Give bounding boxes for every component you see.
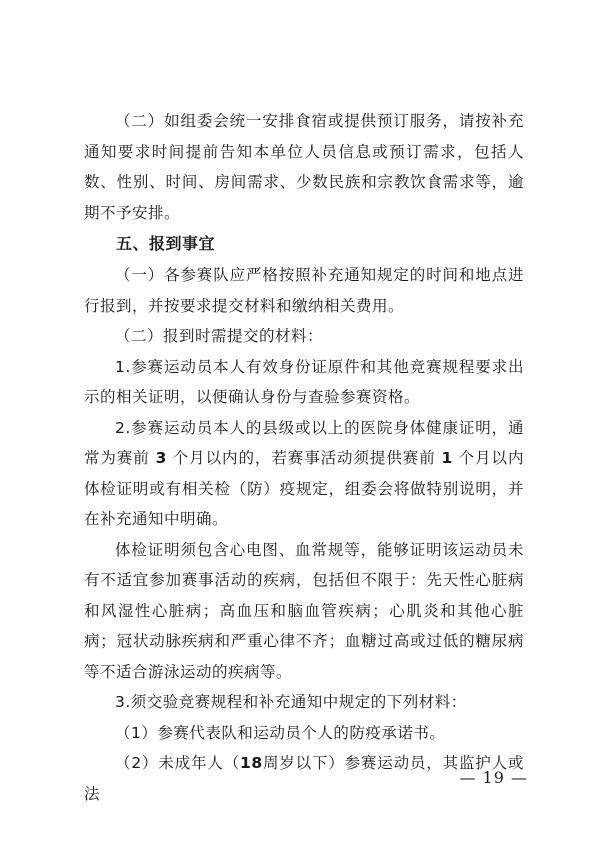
minor-text-1: （2）未成年人（ [115,754,241,772]
document-body [84,106,524,809]
health-cert-number-1: 1 [441,449,453,467]
paragraph-materials-intro: （二）报到时需提交的材料： [115,327,324,345]
health-cert-number-3: 3 [155,449,167,467]
paragraph-minor-athletes [84,748,524,809]
health-cert-text-1: 2.参赛运动员本人的县级或以上的医院身体健康证明，通常为赛前 [84,418,524,467]
health-cert-text-3: 个月以内体检证明或有相关检（防）疫规定，组委会将做特别说明，并在补充通知中明确。 [84,449,524,528]
minor-age-number: 18 [240,754,263,772]
section-heading-registration: 五、报到事宜 [116,234,216,253]
minor-text-2: 周岁以下）参赛运动员，其监护人或法 [84,754,524,803]
paragraph-required-materials: 3.须交验竞赛规程和补充通知中规定的下列材料： [115,693,467,711]
paragraph-medical-exam: 体检证明须包含心电图、血常规等，能够证明该运动员未有不适宜参加赛事活动的疾病，包括但不限于：先天性心脏病和风湿性心脏病；高血压和脑血管疾病；心肌炎和其他心脏病；冠状动脉疾病和严重心律不齐；血糖过高或过低的糖尿病等不适合游泳运动的疾病等。 [84,540,524,681]
paragraph-id-card: 1.参赛运动员本人有效身份证原件和其他竞赛规程要求出示的相关证明，以便确认身份与查验参赛资格。 [84,357,524,406]
health-cert-text-2: 个月以内的，若赛事活动须提供赛前 [172,449,436,467]
paragraph-health-certificate [84,413,524,535]
paragraph-accommodation: （二）如组委会统一安排食宿或提供预订服务，请按补充通知要求时间提前告知本单位人员信息或预订需求，包括人数、性别、时间、房间需求、少数民族和宗教饮食需求等，逾期不予安排。 [84,112,524,222]
paragraph-epidemic-pledge: （1）参赛代表队和运动员个人的防疫承诺书。 [115,723,446,742]
page-number: — 19 — [459,768,528,787]
paragraph-registration-time: （一）各参赛队应严格按照补充通知规定的时间和地点进行报到，并按要求提交材料和缴纳相关费用。 [84,266,524,315]
